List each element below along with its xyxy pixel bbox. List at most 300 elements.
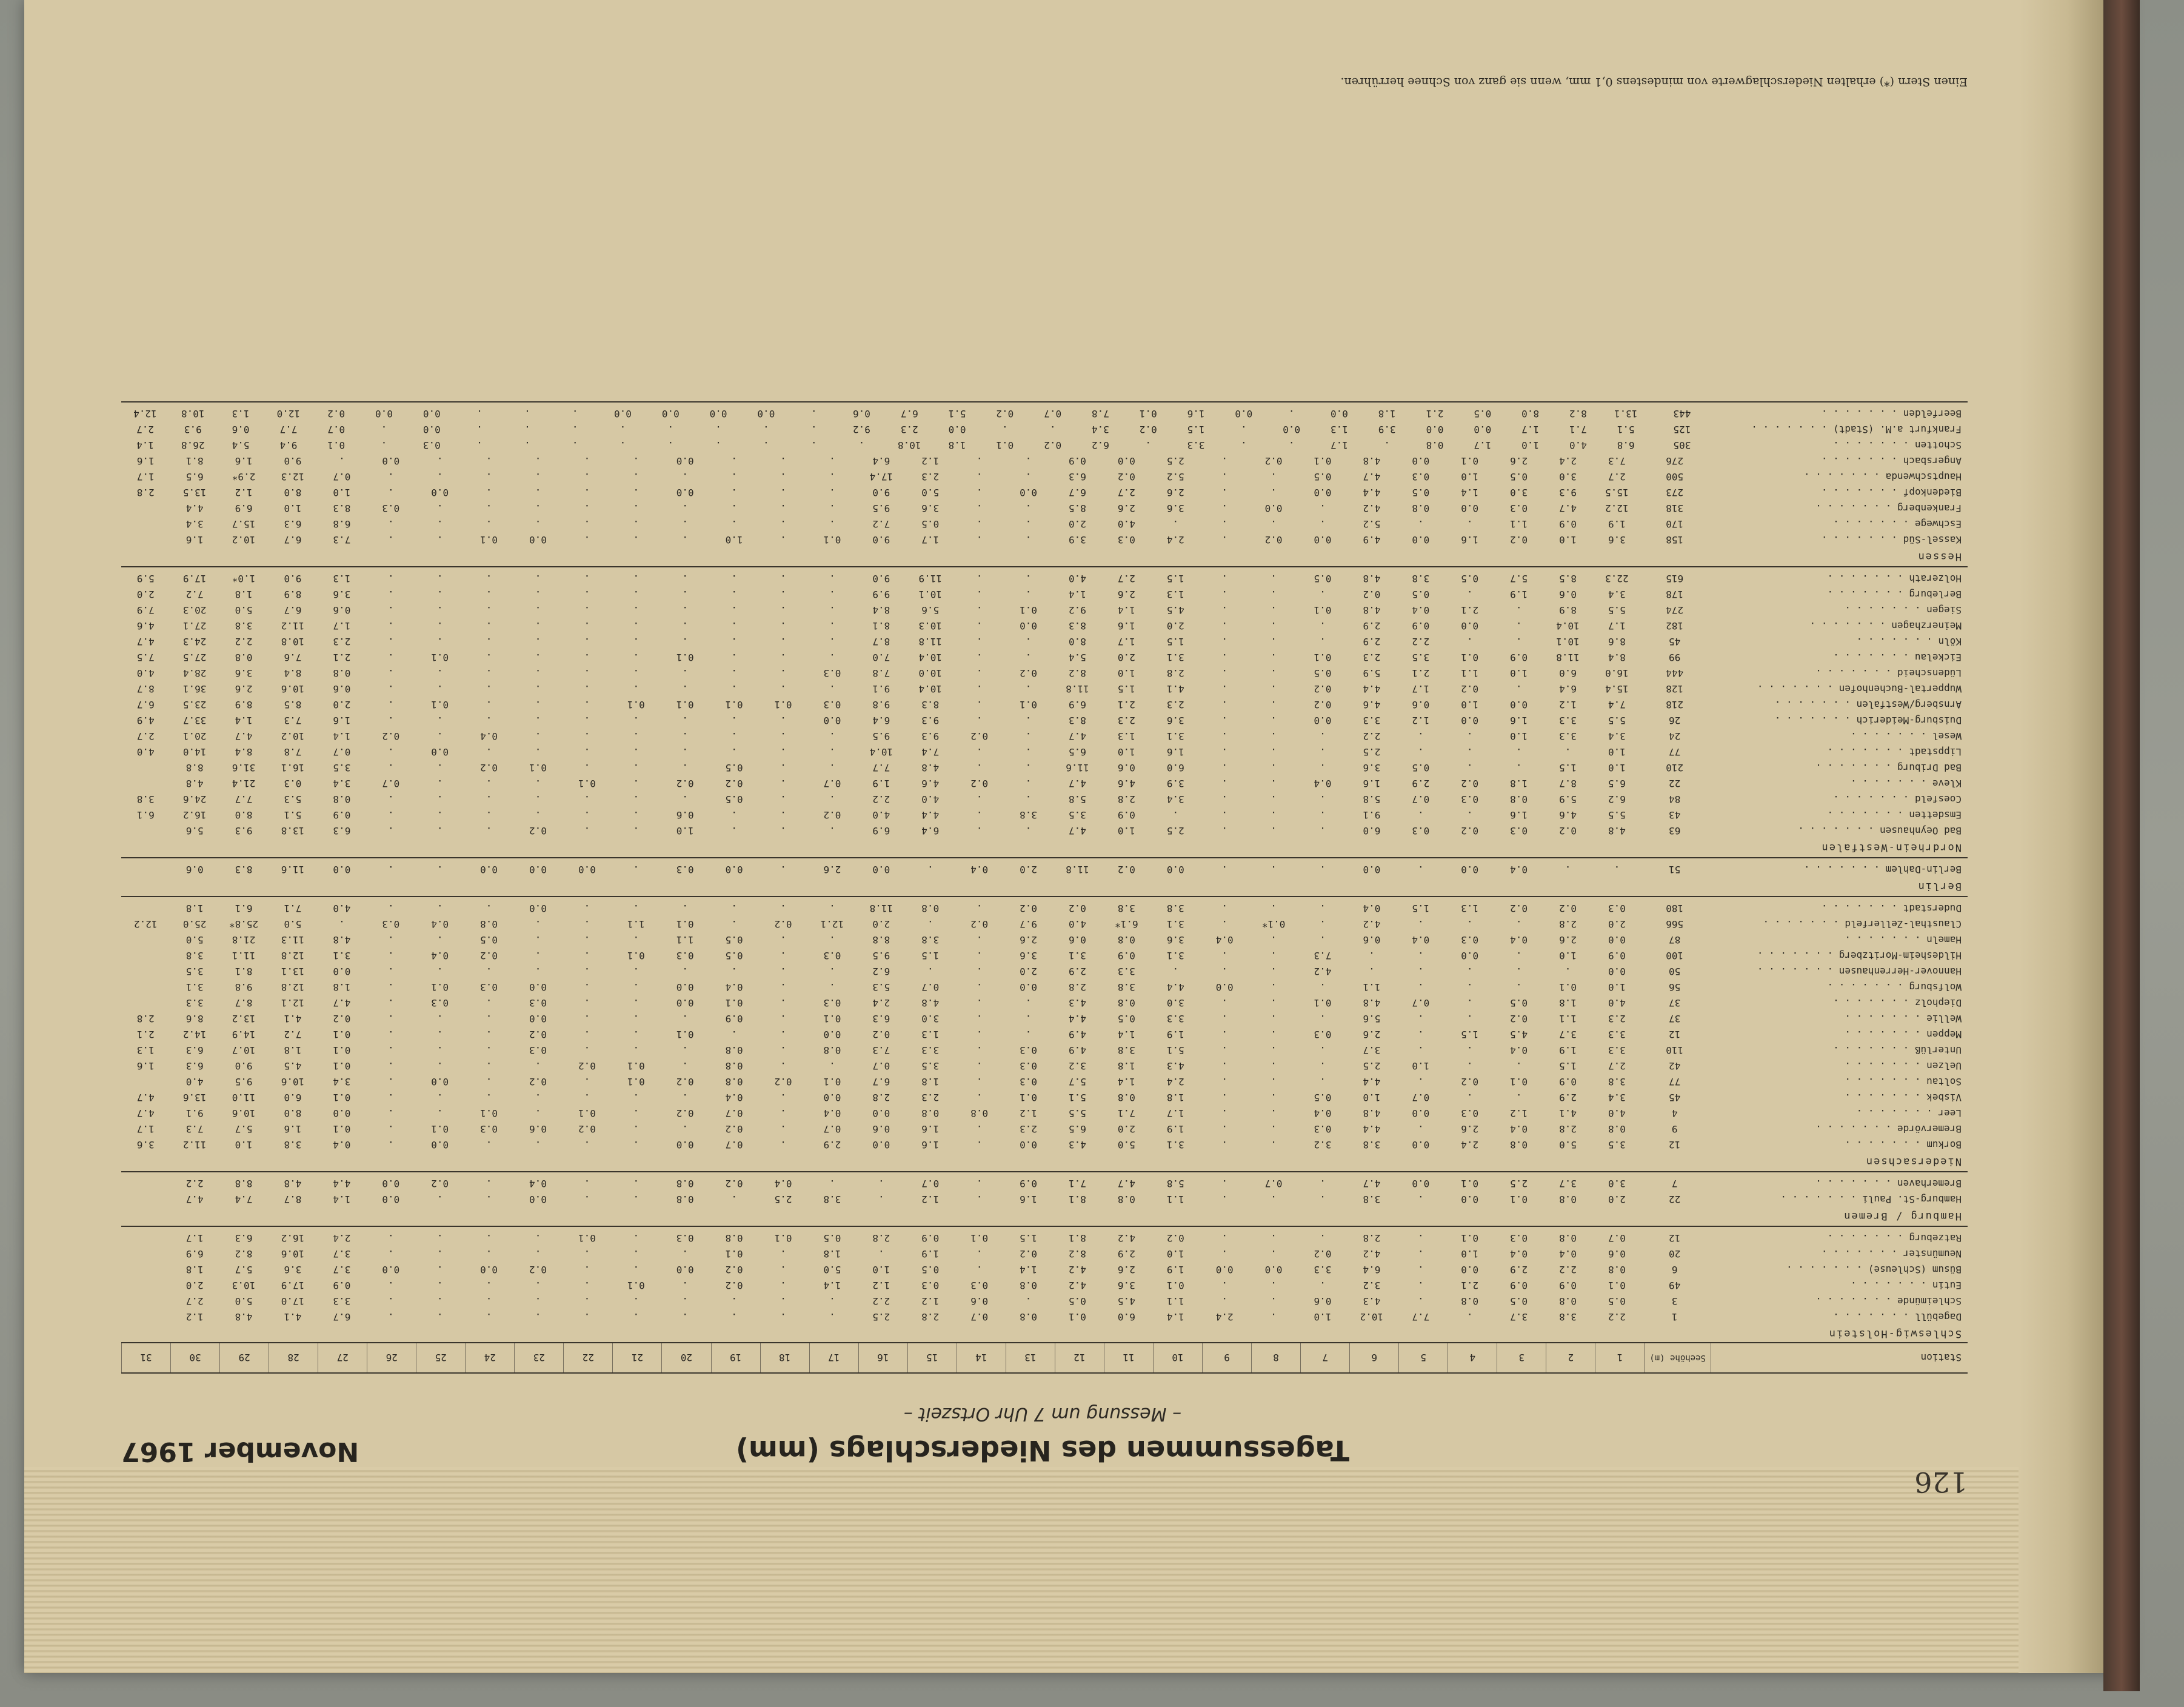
daily-value: 0.2 xyxy=(1461,1076,1479,1088)
daily-value: 5.8 xyxy=(1069,793,1086,806)
daily-value: . xyxy=(976,1248,983,1260)
daily-value: 1.8 xyxy=(185,903,204,915)
daily-value: . xyxy=(829,503,835,515)
daily-value: . xyxy=(829,966,835,978)
daily-value: 0.1 xyxy=(333,1123,351,1135)
daily-value: 2.6 xyxy=(1559,934,1577,946)
daily-value: 3.7 xyxy=(333,1264,351,1276)
daily-value: . xyxy=(633,715,640,727)
daily-value: . xyxy=(1515,950,1522,962)
daily-value: . xyxy=(780,1060,786,1072)
daily-value: . xyxy=(633,934,640,946)
daily-value: . xyxy=(731,604,737,616)
station-height: 7 xyxy=(1671,1178,1678,1190)
daily-value: 0.4 xyxy=(725,981,743,994)
header-day: 2 xyxy=(1546,1343,1595,1372)
station-height: 178 xyxy=(1666,589,1684,601)
region-label: Schleswig-Holstein xyxy=(1828,1328,1962,1340)
daily-value: 0.1 xyxy=(676,1029,694,1041)
daily-value: . xyxy=(1221,715,1227,727)
daily-value: 1.0 xyxy=(1461,699,1479,711)
daily-value: 2.5 xyxy=(774,1194,792,1206)
daily-value: 14.2 xyxy=(182,1029,207,1041)
daily-value: . xyxy=(682,518,689,530)
daily-value: 0.3 xyxy=(1461,934,1479,946)
daily-value: . xyxy=(1002,424,1008,436)
daily-value: 6.5 xyxy=(1069,746,1086,758)
daily-value: 0.4 xyxy=(970,864,989,876)
daily-value: . xyxy=(780,667,786,680)
daily-value: . xyxy=(436,1280,443,1292)
daily-value: 3.2 xyxy=(1363,1280,1381,1292)
daily-value: . xyxy=(731,730,737,743)
daily-value: . xyxy=(1221,778,1227,790)
daily-value: . xyxy=(829,652,835,664)
daily-value: 10.0 xyxy=(918,667,942,680)
daily-value: 7.2 xyxy=(284,1029,302,1041)
daily-value: . xyxy=(1320,918,1326,930)
daily-value: . xyxy=(1271,518,1277,530)
daily-value: . xyxy=(682,1280,689,1292)
daily-value: . xyxy=(387,997,394,1009)
daily-value: . xyxy=(829,825,835,837)
daily-value: . xyxy=(1417,966,1424,978)
daily-value: . xyxy=(1025,652,1032,664)
daily-value: 0.8 xyxy=(921,903,940,915)
daily-value: 4.4 xyxy=(921,809,940,821)
daily-value: . xyxy=(572,408,578,420)
daily-value: . xyxy=(633,636,640,648)
daily-value: 0.3 xyxy=(480,981,498,994)
daily-value: 9.0 xyxy=(872,534,890,546)
daily-value: . xyxy=(633,1248,640,1260)
daily-value: 0.1 xyxy=(627,1076,645,1088)
daily-value: . xyxy=(1271,997,1277,1009)
daily-value: 0.2 xyxy=(1559,825,1577,837)
daily-value: . xyxy=(780,864,786,876)
daily-value: . xyxy=(436,589,443,601)
daily-value: 0.1 xyxy=(578,1232,596,1244)
daily-value: . xyxy=(436,1232,443,1244)
header-station: Station xyxy=(1711,1343,1968,1372)
station-height: 77 xyxy=(1669,1076,1681,1088)
daily-value: 1.8 xyxy=(333,981,351,994)
daily-value: . xyxy=(731,471,737,483)
daily-value: 0.3 xyxy=(1020,1076,1037,1088)
daily-value: . xyxy=(682,1311,689,1323)
daily-value: 0.1 xyxy=(627,699,645,711)
daily-value: . xyxy=(486,1194,492,1206)
station-name: Neumünster . . . . . . . xyxy=(1821,1248,1962,1260)
daily-value: 0.0 xyxy=(1314,487,1332,499)
daily-value: . xyxy=(387,746,394,758)
daily-value: . xyxy=(731,487,737,499)
daily-value: 2.9 xyxy=(1559,1092,1577,1104)
daily-value: 4.8 xyxy=(921,997,940,1009)
daily-value: 5.1 xyxy=(948,408,966,420)
daily-value: 0.1 xyxy=(1510,1076,1528,1088)
daily-value: 3.4 xyxy=(1166,793,1184,806)
daily-value: . xyxy=(976,652,983,664)
daily-value: . xyxy=(584,487,590,499)
station-height: 63 xyxy=(1669,825,1681,837)
station-height: 180 xyxy=(1666,903,1684,915)
daily-value: . xyxy=(584,966,590,978)
daily-value: . xyxy=(1221,503,1227,515)
daily-value: 4.0 xyxy=(1069,573,1086,585)
daily-value: . xyxy=(633,589,640,601)
daily-value: 2.2 xyxy=(1559,1264,1577,1276)
daily-value: 1.1 xyxy=(1461,667,1479,680)
daily-value: 9.2 xyxy=(853,424,870,436)
daily-value: . xyxy=(436,534,443,546)
daily-value: 4.8 xyxy=(1363,455,1381,467)
daily-value: 3.8 xyxy=(284,1139,302,1151)
daily-value: . xyxy=(976,620,983,632)
daily-value: 4.4 xyxy=(1363,1076,1381,1088)
daily-value: . xyxy=(1221,950,1227,962)
daily-value: 0.0 xyxy=(1166,864,1184,876)
daily-value: . xyxy=(1221,455,1227,467)
daily-value: . xyxy=(1271,762,1277,774)
daily-value: 1.8 xyxy=(1378,408,1396,420)
daily-value: . xyxy=(1288,408,1295,420)
daily-value: 0.3 xyxy=(823,667,841,680)
daily-value: 9.3 xyxy=(921,715,940,727)
daily-value: . xyxy=(1565,864,1571,876)
station-name: Wolfsburg . . . . . . . xyxy=(1827,981,1962,994)
table-row xyxy=(121,1106,1968,1121)
daily-value: 1.8 xyxy=(1117,1060,1135,1072)
daily-value: 2.6 xyxy=(1117,1264,1135,1276)
table-body xyxy=(121,401,1968,1342)
daily-value: . xyxy=(780,997,786,1009)
daily-value: . xyxy=(682,503,689,515)
daily-value: 2.4 xyxy=(333,1232,351,1244)
station-height: 218 xyxy=(1666,699,1684,711)
daily-value: . xyxy=(1025,730,1032,743)
daily-value: . xyxy=(1515,746,1522,758)
daily-value: 0.9 xyxy=(921,1232,940,1244)
daily-value: . xyxy=(780,487,786,499)
daily-value: 4.1 xyxy=(1166,683,1184,695)
daily-value: . xyxy=(535,793,541,806)
daily-value: . xyxy=(535,1232,541,1244)
region-label: Hamburg / Bremen xyxy=(1843,1210,1962,1222)
daily-value: 0.5 xyxy=(1314,471,1332,483)
daily-value: 12.1 xyxy=(281,997,305,1009)
daily-value: . xyxy=(486,1280,492,1292)
table-row xyxy=(121,792,1968,807)
daily-value: 5.1 xyxy=(284,809,302,821)
daily-value: 6.0 xyxy=(1117,1311,1135,1323)
daily-value: 11.3 xyxy=(281,934,305,946)
daily-value: . xyxy=(731,589,737,601)
daily-value: . xyxy=(486,1248,492,1260)
daily-value: . xyxy=(682,1248,689,1260)
daily-value: . xyxy=(1369,950,1375,962)
daily-value: . xyxy=(1221,652,1227,664)
daily-value: 11.6 xyxy=(281,864,305,876)
daily-value: 1.0 xyxy=(1314,1311,1332,1323)
daily-value: 0.2 xyxy=(725,1123,743,1135)
daily-value: 22.3 xyxy=(1605,573,1629,585)
daily-value: 0.3 xyxy=(1020,1044,1037,1057)
daily-value: 7.3 xyxy=(1608,455,1626,467)
daily-value: . xyxy=(976,825,983,837)
daily-value: . xyxy=(1320,589,1326,601)
daily-value: . xyxy=(584,699,590,711)
daily-value: . xyxy=(1172,809,1179,821)
station-height: 45 xyxy=(1669,1092,1681,1104)
daily-value: . xyxy=(976,534,983,546)
daily-value: . xyxy=(486,683,492,695)
daily-value: . xyxy=(976,903,983,915)
daily-value: 7.3 xyxy=(872,1044,890,1057)
daily-value: 1.6 xyxy=(284,1123,302,1135)
daily-value: . xyxy=(780,604,786,616)
daily-value: . xyxy=(1369,966,1375,978)
daily-value: 3.5 xyxy=(1608,1139,1626,1151)
daily-value: . xyxy=(682,620,689,632)
daily-value: 7.4 xyxy=(1608,699,1626,711)
station-name: Leer . . . . . . . xyxy=(1856,1107,1962,1120)
daily-value: 8.1 xyxy=(1069,1194,1086,1206)
daily-value: 1.8 xyxy=(948,439,966,452)
daily-value: . xyxy=(829,518,835,530)
daily-value: 1.7 xyxy=(136,471,155,483)
daily-value: . xyxy=(1221,1248,1227,1260)
daily-value: 0.7 xyxy=(823,1123,841,1135)
daily-value: 0.1 xyxy=(1461,1178,1479,1190)
daily-value: 0.2 xyxy=(1020,903,1037,915)
daily-value: . xyxy=(1271,699,1277,711)
daily-value: . xyxy=(878,1178,884,1190)
table-row xyxy=(121,485,1968,501)
daily-value: 8.8 xyxy=(872,934,890,946)
daily-value: . xyxy=(633,652,640,664)
daily-value: 0.8 xyxy=(970,1107,989,1120)
daily-value: 2.1 xyxy=(1117,699,1135,711)
daily-value: . xyxy=(436,1044,443,1057)
daily-value: . xyxy=(1320,730,1326,743)
daily-value: 0.6 xyxy=(1559,589,1577,601)
daily-value: 0.0 xyxy=(431,746,449,758)
daily-value: 0.2 xyxy=(578,1123,596,1135)
daily-value: . xyxy=(1320,762,1326,774)
daily-value: 7.6 xyxy=(284,652,302,664)
daily-value: 7.8 xyxy=(872,667,890,680)
daily-value: 8.0 xyxy=(235,809,253,821)
daily-value: 2.2 xyxy=(1412,636,1430,648)
daily-value: . xyxy=(1417,981,1424,994)
daily-value: . xyxy=(535,667,541,680)
daily-value: . xyxy=(1565,746,1571,758)
daily-value: 0.1 xyxy=(431,652,449,664)
daily-value: . xyxy=(1221,683,1227,695)
daily-value: 7.1 xyxy=(1117,1107,1135,1120)
daily-value: 0.7 xyxy=(333,471,351,483)
daily-value: 3.6 xyxy=(1166,715,1184,727)
header-day: 5 xyxy=(1398,1343,1448,1372)
daily-value: . xyxy=(780,636,786,648)
table-row xyxy=(121,650,1968,666)
table-row xyxy=(121,862,1968,878)
daily-value: 0.1 xyxy=(333,1060,351,1072)
daily-value: 1.8 xyxy=(1559,997,1577,1009)
daily-value: 1.0 xyxy=(1559,950,1577,962)
daily-value: . xyxy=(976,518,983,530)
station-name: Frankfurt a.M. (Stadt) . . . . . . . xyxy=(1751,424,1962,436)
daily-value: 3.8 xyxy=(1117,903,1135,915)
book-spine xyxy=(2103,0,2140,1691)
daily-value: . xyxy=(1025,503,1032,515)
daily-value: 2.0 xyxy=(1117,1123,1135,1135)
daily-value: 0.9 xyxy=(333,809,351,821)
daily-value: 2.9 xyxy=(1363,620,1381,632)
daily-value: 5.4 xyxy=(232,439,250,452)
daily-value: 3.0 xyxy=(921,1013,940,1025)
daily-value: 0.9 xyxy=(1069,455,1086,467)
daily-value: 6.4 xyxy=(872,715,890,727)
daily-value: . xyxy=(387,534,394,546)
daily-value: 3.8 xyxy=(1559,1311,1577,1323)
station-name: Meppen . . . . . . . xyxy=(1845,1029,1962,1041)
daily-value: . xyxy=(682,1295,689,1308)
daily-value: 1.4 xyxy=(136,439,154,452)
daily-value: 2.0 xyxy=(1166,620,1184,632)
daily-value: 0.2 xyxy=(1461,778,1479,790)
daily-value: 0.8 xyxy=(1608,1123,1626,1135)
daily-value: 2.9 xyxy=(1412,778,1430,790)
daily-value: 3.3 xyxy=(1117,966,1135,978)
daily-value: 11.6 xyxy=(1066,762,1089,774)
station-height: 210 xyxy=(1666,762,1684,774)
daily-value: 1.9 xyxy=(1510,589,1528,601)
daily-value: . xyxy=(1271,487,1277,499)
daily-value: 4.0 xyxy=(1069,918,1086,930)
daily-value: . xyxy=(584,1178,590,1190)
daily-value: 0.9 xyxy=(1559,1076,1577,1088)
daily-value: . xyxy=(436,455,443,467)
daily-value: 4.9 xyxy=(136,715,155,727)
daily-value: 5.0 xyxy=(921,487,940,499)
table-row xyxy=(121,1090,1968,1106)
daily-value: 0.0 xyxy=(676,1139,694,1151)
table-row xyxy=(121,1176,1968,1192)
daily-value: 6.9 xyxy=(1069,699,1086,711)
daily-value: 0.2 xyxy=(1510,1013,1528,1025)
daily-value: . xyxy=(1271,809,1277,821)
daily-value: . xyxy=(927,864,933,876)
daily-value: . xyxy=(486,793,492,806)
daily-value: 3.6 xyxy=(333,589,351,601)
daily-value: 2.6 xyxy=(1166,487,1184,499)
daily-value: . xyxy=(1466,762,1473,774)
daily-value: . xyxy=(387,1060,394,1072)
daily-value: 7.1 xyxy=(284,903,302,915)
daily-value: . xyxy=(731,636,737,648)
daily-value: 0.0 xyxy=(676,981,694,994)
daily-value: 4.8 xyxy=(185,778,204,790)
daily-value: 12.8 xyxy=(281,950,305,962)
daily-value: 1.1 xyxy=(1510,518,1528,530)
daily-value: 4.8 xyxy=(333,934,351,946)
section-rule xyxy=(121,857,1968,858)
daily-value: 4.7 xyxy=(333,997,351,1009)
table-row xyxy=(121,1192,1968,1208)
daily-value: . xyxy=(387,1123,394,1135)
table-row xyxy=(121,681,1968,697)
daily-value: 12.1 xyxy=(820,918,844,930)
daily-value: 0.0 xyxy=(1314,534,1332,546)
daily-value: 4.0 xyxy=(872,809,890,821)
daily-value: . xyxy=(780,1123,786,1135)
daily-value: . xyxy=(387,966,394,978)
daily-value: . xyxy=(584,746,590,758)
daily-value: 2.3 xyxy=(1117,715,1135,727)
daily-value: 0.2 xyxy=(1461,683,1479,695)
daily-value: . xyxy=(584,1092,590,1104)
daily-value: 0.0 xyxy=(1461,715,1479,727)
daily-value: . xyxy=(731,903,737,915)
daily-value: 3.1 xyxy=(1166,730,1184,743)
daily-value: 1.4 xyxy=(1020,1264,1037,1276)
daily-value: . xyxy=(619,424,626,436)
daily-value: . xyxy=(1221,1013,1227,1025)
daily-value: . xyxy=(387,1295,394,1308)
daily-value: 0.0 xyxy=(382,455,400,467)
daily-value: . xyxy=(829,471,835,483)
daily-value: 1.4 xyxy=(333,1194,351,1206)
daily-value: . xyxy=(633,503,640,515)
daily-value: . xyxy=(584,1029,590,1041)
daily-value: 0.7 xyxy=(970,1311,989,1323)
daily-value: . xyxy=(976,793,983,806)
daily-value: . xyxy=(486,1232,492,1244)
daily-value: . xyxy=(1172,518,1179,530)
table-row xyxy=(121,422,1968,438)
daily-value: . xyxy=(387,589,394,601)
daily-value: 0.2 xyxy=(1559,903,1577,915)
daily-value: 0.5 xyxy=(1412,762,1430,774)
station-name: Soltau . . . . . . . xyxy=(1845,1076,1962,1088)
daily-value: 4.0 xyxy=(921,793,940,806)
daily-value: 6.5 xyxy=(185,471,204,483)
daily-value: 11.2 xyxy=(182,1139,207,1151)
daily-value: . xyxy=(633,620,640,632)
daily-value: 4.8 xyxy=(1608,825,1626,837)
daily-value: . xyxy=(1417,1044,1424,1057)
daily-value: 0.5 xyxy=(1510,1295,1528,1308)
daily-value: 12.2 xyxy=(1605,503,1629,515)
daily-value: 0.6 xyxy=(529,1123,547,1135)
daily-value: 2.7 xyxy=(185,1295,204,1308)
daily-value: . xyxy=(1025,997,1032,1009)
daily-value: 0.2 xyxy=(676,1107,694,1120)
daily-value: 2.2 xyxy=(1363,730,1381,743)
daily-value: 0.2 xyxy=(1510,534,1528,546)
daily-value: 0.2 xyxy=(327,408,346,420)
daily-value: 7.3 xyxy=(333,534,351,546)
daily-value: 0.0 xyxy=(1461,1264,1479,1276)
daily-value: 5.0 xyxy=(1559,1139,1577,1151)
daily-value: 1.0 xyxy=(235,1139,253,1151)
daily-value: . xyxy=(387,1248,394,1260)
daily-value: 0.1 xyxy=(1020,1092,1037,1104)
daily-value: 6.4 xyxy=(921,825,940,837)
daily-value: . xyxy=(486,1044,492,1057)
